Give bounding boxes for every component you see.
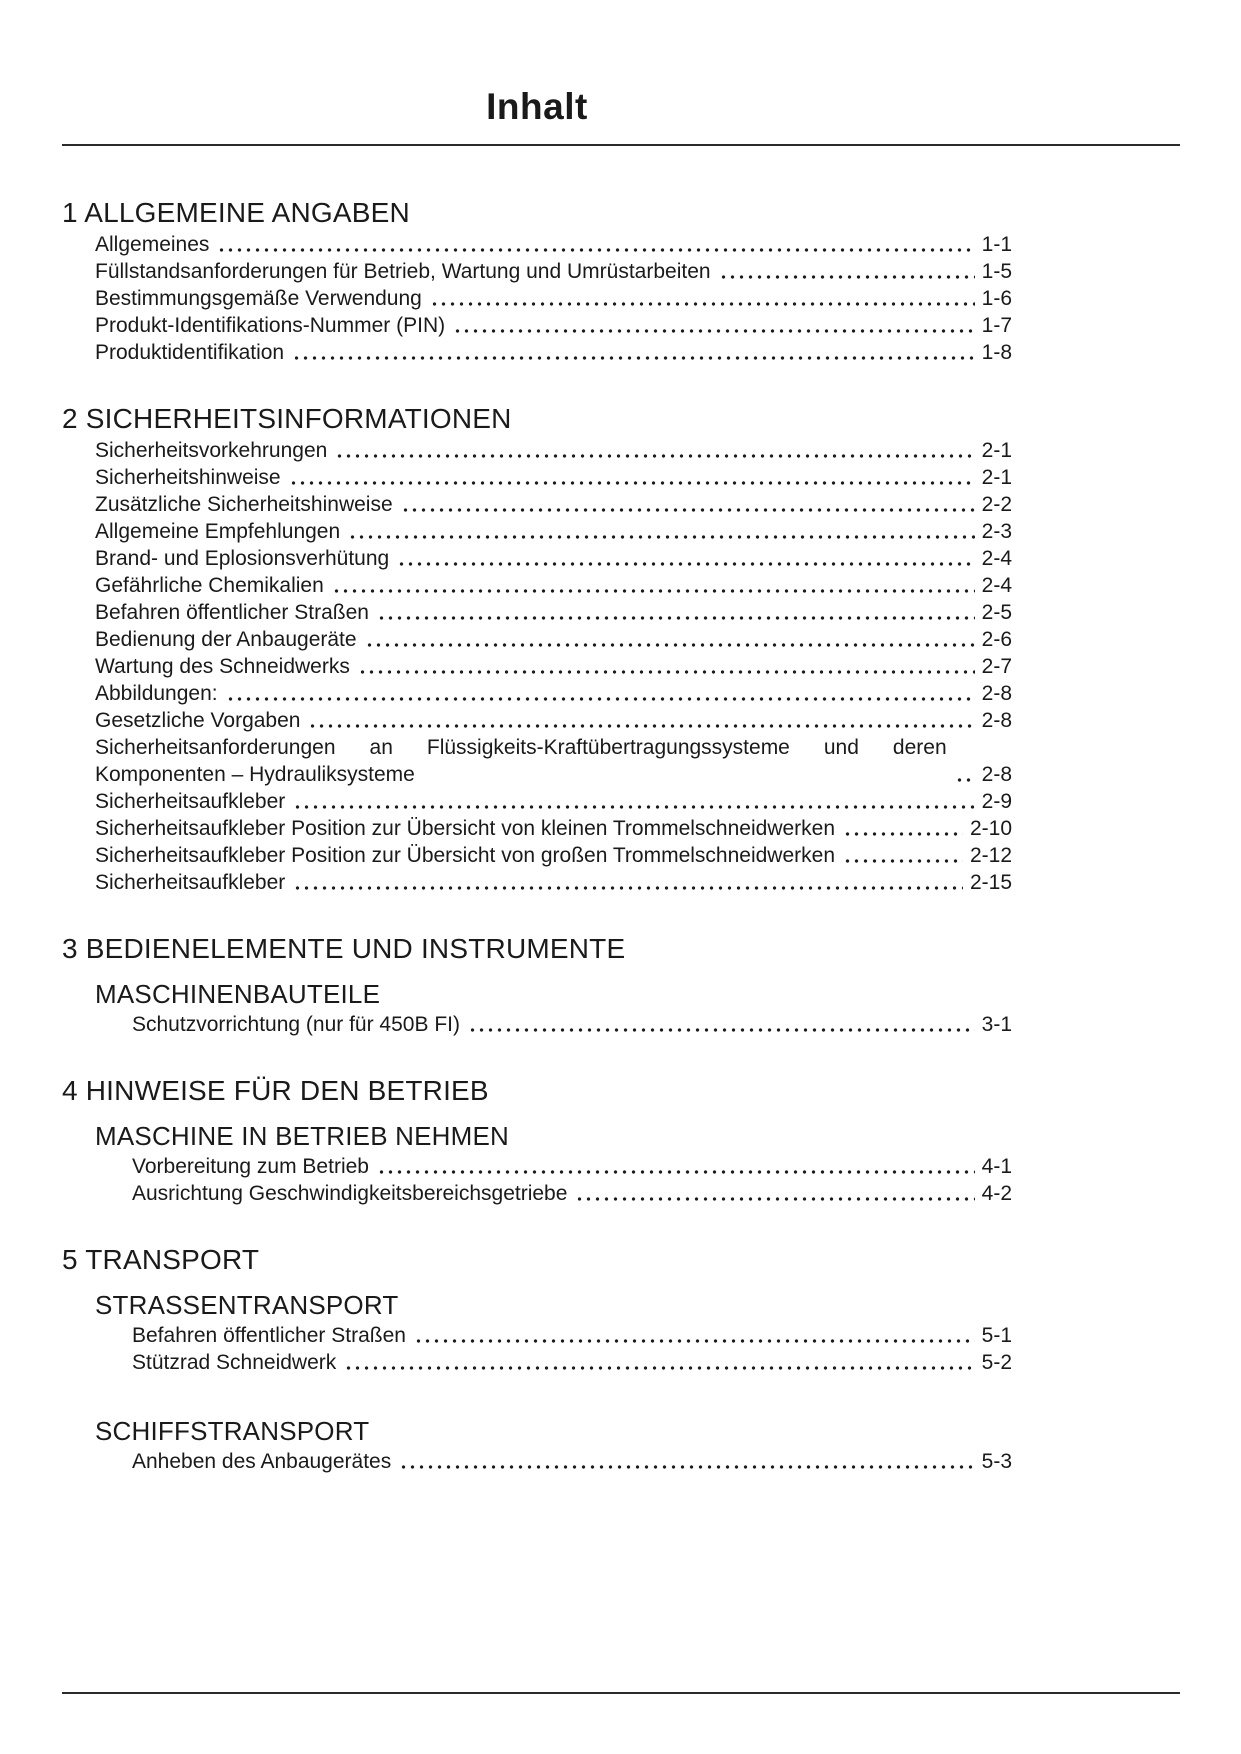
toc-entry <box>95 339 1012 366</box>
toc-entry <box>132 1322 1012 1349</box>
toc-entry-label: Anheben des Anbaugerätes <box>132 1450 392 1473</box>
toc-entry <box>95 518 1012 545</box>
toc-entry <box>95 258 1012 285</box>
toc-entry <box>95 734 1012 788</box>
toc-sections <box>62 146 1180 1475</box>
toc-entry <box>132 1448 1012 1475</box>
toc-entry-page-number: 2-8 <box>981 709 1012 732</box>
toc-entry-label: Brand- und Eplosionsverhütung <box>95 547 390 570</box>
toc-entry-page-number: 1-8 <box>981 341 1012 364</box>
toc-section <box>62 1075 1180 1207</box>
toc-section <box>62 197 1180 366</box>
toc-entry-list <box>62 1011 1012 1038</box>
bottom-rule <box>62 1692 1180 1694</box>
toc-entry <box>132 1180 1012 1207</box>
toc-entry-label: Schutzvorrichtung (nur für 450B FI) <box>132 1013 460 1036</box>
dot-leader <box>414 1339 975 1343</box>
subsection-heading: MASCHINENBAUTEILE <box>95 979 381 1009</box>
toc-entry-page-number: 2-3 <box>981 520 1012 543</box>
toc-entry <box>95 599 1012 626</box>
toc-entry <box>95 707 1012 734</box>
page-title: Inhalt <box>486 86 588 127</box>
dot-leader <box>226 697 975 701</box>
toc-entry-page-number: 1-7 <box>981 314 1012 337</box>
subsection-heading: SCHIFFSTRANSPORT <box>95 1416 370 1446</box>
toc-entry <box>95 491 1012 518</box>
toc-entry <box>95 626 1012 653</box>
toc-entry-page-number: 3-1 <box>981 1013 1012 1036</box>
dot-leader <box>843 859 963 863</box>
dot-leader <box>335 454 974 458</box>
toc-entry <box>95 572 1012 599</box>
subsection-heading: STRASSENTRANSPORT <box>95 1290 399 1320</box>
dot-leader <box>575 1197 974 1201</box>
toc-entry-page-number: 1-1 <box>981 233 1012 256</box>
toc-header <box>62 86 1180 146</box>
toc-entry <box>95 680 1012 707</box>
dot-leader <box>397 562 974 566</box>
toc-entry-page-number: 2-8 <box>981 763 1012 786</box>
toc-entry-page-number: 5-2 <box>981 1351 1012 1374</box>
toc-entry-label: Sicherheitsvorkehrungen <box>95 439 328 462</box>
toc-entry-page-number: 4-1 <box>981 1155 1012 1178</box>
toc-entry-page-number: 1-5 <box>981 260 1012 283</box>
dot-leader <box>401 508 975 512</box>
toc-entry-label: Sicherheitsaufkleber <box>95 871 286 894</box>
toc-section <box>62 933 1180 1038</box>
toc-entry <box>95 464 1012 491</box>
toc-entry-page-number: 2-8 <box>981 682 1012 705</box>
toc-entry <box>95 653 1012 680</box>
toc-entry <box>132 1349 1012 1376</box>
toc-entry-label: Sicherheitsaufkleber Position zur Übersicht von großen Trommelschneidwerken <box>95 844 836 867</box>
dot-leader <box>308 724 974 728</box>
toc-entry-label: Befahren öffentlicher Straßen <box>95 601 369 624</box>
toc-entry-page-number: 2-10 <box>969 817 1012 840</box>
toc-entry <box>95 788 1012 815</box>
toc-entry-page-number: 1-6 <box>981 287 1012 310</box>
dot-leader <box>719 275 975 279</box>
section-heading: 1 ALLGEMEINE ANGABEN <box>62 197 410 228</box>
toc-entry-page-number: 2-7 <box>981 655 1012 678</box>
dot-leader <box>332 589 975 593</box>
toc-entry <box>95 231 1012 258</box>
toc-entry-page-number: 5-3 <box>981 1450 1012 1473</box>
toc-entry-list <box>62 437 1012 896</box>
section-heading: 3 BEDIENELEMENTE UND INSTRUMENTE <box>62 933 626 964</box>
dot-leader <box>430 302 975 306</box>
toc-entry <box>95 842 1012 869</box>
dot-leader <box>453 329 975 333</box>
toc-entry-label: Stützrad Schneidwerk <box>132 1351 337 1374</box>
toc-entry-list <box>62 231 1012 366</box>
dot-leader <box>468 1028 975 1032</box>
toc-entry-label: Allgemeines <box>95 233 210 256</box>
toc-entry <box>95 869 1012 896</box>
toc-entry-label: Ausrichtung Geschwindigkeitsbereichsgetriebe <box>132 1182 568 1205</box>
toc-entry-label: Füllstandsanforderungen für Betrieb, Wartung und Umrüstarbeiten <box>95 260 711 283</box>
dot-leader <box>843 832 963 836</box>
toc-entry-page-number: 2-4 <box>981 574 1012 597</box>
toc-entry-label: Produkt-Identifikations-Nummer (PIN) <box>95 314 446 337</box>
toc-entry-page-number: 2-5 <box>981 601 1012 624</box>
toc-entry-list <box>62 1153 1012 1207</box>
toc-entry-label: Zusätzliche Sicherheitshinweise <box>95 493 393 516</box>
toc-entry <box>95 285 1012 312</box>
dot-leader <box>399 1465 974 1469</box>
toc-entry-label: Wartung des Schneidwerks <box>95 655 350 678</box>
toc-entry-page-number: 4-2 <box>981 1182 1012 1205</box>
dot-leader <box>289 481 975 485</box>
toc-entry <box>95 437 1012 464</box>
toc-entry-page-number: 2-12 <box>969 844 1012 867</box>
dot-leader <box>358 670 975 674</box>
dot-leader <box>348 535 974 539</box>
section-heading: 4 HINWEISE FÜR DEN BETRIEB <box>62 1075 489 1106</box>
toc-entry-label: Sicherheitsaufkleber Position zur Übersicht von kleinen Trommelschneidwerken <box>95 817 836 840</box>
toc-entry-page-number: 5-1 <box>981 1324 1012 1347</box>
toc-entry-page-number: 2-1 <box>981 466 1012 489</box>
toc-entry <box>95 545 1012 572</box>
toc-entry-label: Gefährliche Chemikalien <box>95 574 324 597</box>
toc-entry-label: Bestimmungsgemäße Verwendung <box>95 287 422 310</box>
dot-leader <box>293 805 974 809</box>
subsection-heading: MASCHINE IN BETRIEB NEHMEN <box>95 1121 510 1151</box>
toc-entry <box>95 815 1012 842</box>
toc-entry-page-number: 2-4 <box>981 547 1012 570</box>
toc-entry-page-number: 2-2 <box>981 493 1012 516</box>
toc-entry <box>132 1011 1012 1038</box>
toc-entry-label: Gesetzliche Vorgaben <box>95 709 301 732</box>
toc-entry-label: Vorbereitung zum Betrieb <box>132 1155 369 1178</box>
title-wrap <box>62 86 1012 128</box>
toc-entry-label: Abbildungen: <box>95 682 218 705</box>
toc-entry <box>132 1153 1012 1180</box>
toc-entry-label: Sicherheitsaufkleber <box>95 790 286 813</box>
toc-entry <box>95 312 1012 339</box>
toc-entry-label: Allgemeine Empfehlungen <box>95 520 341 543</box>
dot-leader <box>217 248 974 252</box>
toc-entry-label: Sicherheitsanforderungen an Flüssigkeits-Kraftübertragungssysteme und deren Komponenten – Hydrauliksysteme <box>95 736 947 786</box>
dot-leader <box>955 778 975 782</box>
toc-section <box>62 1244 1180 1475</box>
dot-leader <box>365 643 975 647</box>
dot-leader <box>377 616 975 620</box>
dot-leader <box>293 886 963 890</box>
dot-leader <box>377 1170 975 1174</box>
toc-section <box>62 403 1180 896</box>
toc-entry-list <box>62 1448 1012 1475</box>
dot-leader <box>344 1366 974 1370</box>
toc-entry-label: Sicherheitshinweise <box>95 466 281 489</box>
toc-entry-list <box>62 1322 1012 1376</box>
section-heading: 5 TRANSPORT <box>62 1244 260 1275</box>
toc-entry-label: Produktidentifikation <box>95 341 285 364</box>
toc-entry-page-number: 2-6 <box>981 628 1012 651</box>
toc-entry-label: Bedienung der Anbaugeräte <box>95 628 357 651</box>
dot-leader <box>292 356 975 360</box>
section-heading: 2 SICHERHEITSINFORMATIONEN <box>62 403 512 434</box>
toc-entry-label: Befahren öffentlicher Straßen <box>132 1324 406 1347</box>
toc-entry-page-number: 2-15 <box>969 871 1012 894</box>
toc-entry-page-number: 2-1 <box>981 439 1012 462</box>
toc-entry-page-number: 2-9 <box>981 790 1012 813</box>
